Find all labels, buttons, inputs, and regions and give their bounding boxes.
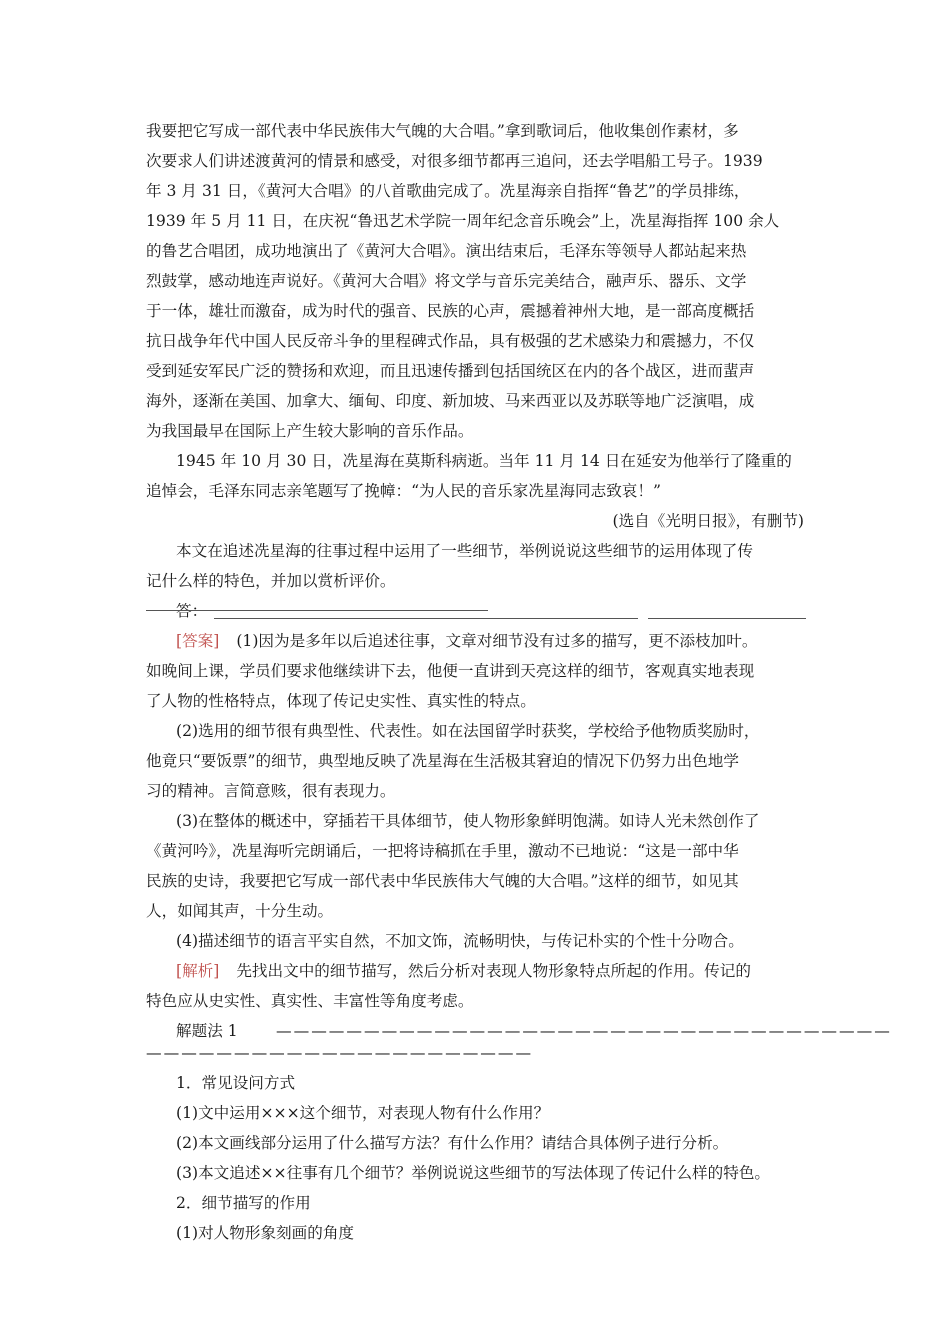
- article-line: 的鲁艺合唱团，成功地演出了《黄河大合唱》。演出结束后，毛泽东等领导人都站起来热: [146, 242, 747, 260]
- answer-line: (2)选用的细节很有典型性、代表性。如在法国留学时获奖，学校给予他物质奖励时，: [176, 722, 760, 740]
- analysis-line: 特色应从史实性、真实性、丰富性等角度考虑。: [146, 992, 474, 1010]
- answer-line: 如晚间上课，学员们要求他继续讲下去，他便一直讲到天亮这样的细节，客观真实地表现: [146, 662, 755, 680]
- answer-tag: [答案]: [176, 632, 220, 650]
- article-line: 烈鼓掌，感动地连声说好。《黄河大合唱》将文学与音乐完美结合，融声乐、器乐、文学: [146, 272, 747, 290]
- question-line: 本文在追述冼星海的往事过程中运用了一些细节，举例说说这些细节的运用体现了传: [176, 542, 753, 560]
- method-item: (3)本文追述××往事有几个细节？举例说说这些细节的写法体现了传记什么样的特色。: [176, 1164, 771, 1182]
- article-line: 年 3 月 31 日，《黄河大合唱》的八首歌曲完成了。冼星海亲自指挥“鲁艺”的学员排练，: [146, 182, 750, 200]
- article-line: 次要求人们讲述渡黄河的情景和感受，对很多细节都再三追问，还去学唱船工号子。1939: [146, 152, 763, 170]
- answer-line: (4)描述细节的语言平实自然，不加文饰，流畅明快，与传记朴实的个性十分吻合。: [176, 932, 744, 950]
- answer-line: 了人物的性格特点，体现了传记史实性、真实性的特点。: [146, 692, 536, 710]
- answer-line: [答案] (1)因为是多年以后追述往事，文章对细节没有过多的描写，更不添枝加叶。: [176, 632, 758, 650]
- article-line: 海外，逐渐在美国、加拿大、缅甸、印度、新加坡、马来西亚以及苏联等地广泛演唱，成: [146, 392, 755, 410]
- article-line: 抗日战争年代中国人民反帝斗争的里程碑式作品，具有极强的艺术感染力和震撼力，不仅: [146, 332, 755, 350]
- answer-line: (3)在整体的概述中，穿插若干具体细节，使人物形象鲜明饱满。如诗人光未然创作了: [176, 812, 760, 830]
- analysis-tag: [解析]: [176, 962, 220, 980]
- article-source: (选自《光明日报》，有删节): [612, 512, 804, 530]
- method-item: (2)本文画线部分运用了什么描写方法？有什么作用？请结合具体例子进行分析。: [176, 1134, 729, 1152]
- answer-line: 他竟只“要饭票”的细节，典型地反映了冼星海在生活极其窘迫的情况下仍努力出色地学: [146, 752, 739, 770]
- dash-divider: ——————————————————————: [146, 1044, 534, 1062]
- method-item: (1)对人物形象刻画的角度: [176, 1224, 355, 1242]
- article-line: 我要把它写成一部代表中华民族伟大气魄的大合唱。”拿到歌词后，他收集创作素材，多: [146, 122, 739, 140]
- answer-line: 人，如闻其声，十分生动。: [146, 902, 334, 920]
- section-heading: 2．细节描写的作用: [176, 1194, 311, 1212]
- answer-blank-line[interactable]: [214, 618, 638, 619]
- method-item: (1)文中运用×××这个细节，对表现人物有什么作用？: [176, 1104, 550, 1122]
- article-line: 1939 年 5 月 11 日，在庆祝“鲁迅艺术学院一周年纪念音乐晚会”上，冼星海指挥 100 余人: [146, 212, 780, 230]
- answer-line: 习的精神。言简意赅，很有表现力。: [146, 782, 396, 800]
- answer-line: 民族的史诗，我要把它写成一部代表中华民族伟大气魄的大合唱。”这样的细节，如见其: [146, 872, 739, 890]
- answer-blank-line[interactable]: [146, 610, 488, 611]
- analysis-line: [解析] 先找出文中的细节描写，然后分析对表现人物形象特点所起的作用。传记的: [176, 962, 751, 980]
- answer-blank-line[interactable]: [648, 618, 806, 619]
- article-line: 追悼会，毛泽东同志亲笔题写了挽幛：“为人民的音乐家冼星海同志致哀！”: [146, 482, 661, 500]
- article-line: 为我国最早在国际上产生较大影响的音乐作品。: [146, 422, 474, 440]
- article-line: 受到延安军民广泛的赞扬和欢迎，而且迅速传播到包括国统区在内的各个战区，进而蜚声: [146, 362, 755, 380]
- answer-line: 《黄河吟》，冼星海听完朗诵后，一把将诗稿抓在手里，激动不已地说：“这是一部中华: [146, 842, 739, 860]
- article-line: 于一体，雄壮而激奋，成为时代的强音、民族的心声，震撼着神州大地，是一部高度概括: [146, 302, 755, 320]
- answer-label: 答：: [176, 602, 208, 620]
- dash-divider: ———————————————————————————————————: [276, 1022, 892, 1040]
- method-label: 解题法 1: [176, 1022, 238, 1040]
- question-line: 记什么样的特色，并加以赏析评价。: [146, 572, 396, 590]
- section-heading: 1．常见设问方式: [176, 1074, 296, 1092]
- article-line: 1945 年 10 月 30 日，冼星海在莫斯科病逝。当年 11 月 14 日在延安为他举行了隆重的: [176, 452, 792, 470]
